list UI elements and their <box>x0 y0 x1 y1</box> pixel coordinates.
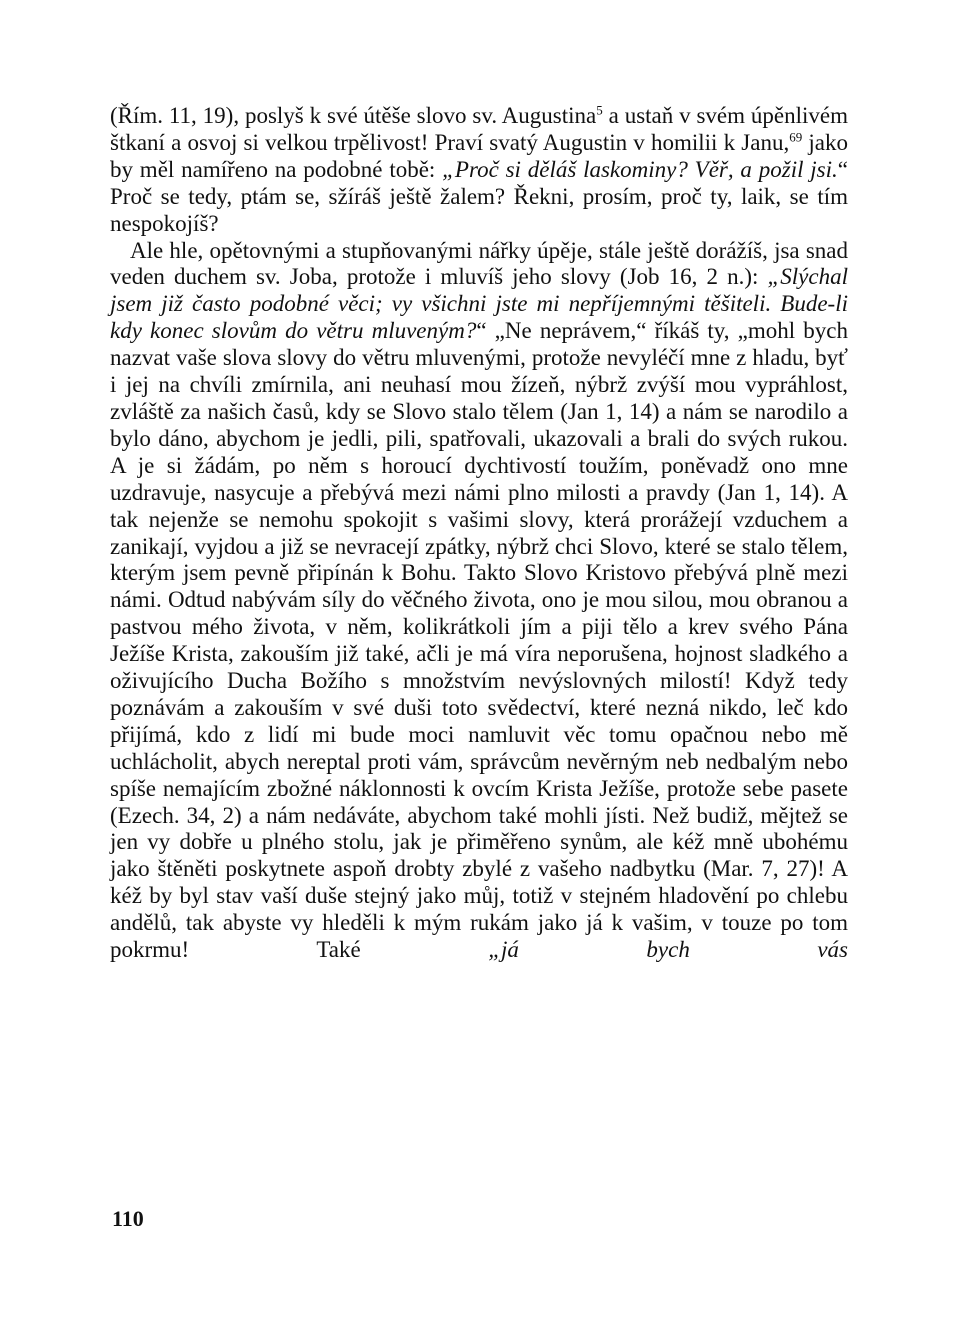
text-run: (Řím. 11, 19), poslyš k své útěše slovo sv. Augustina <box>110 103 597 128</box>
text-run: “ „Ne neprávem,“ říkáš ty, „mohl bych nazvat vaše slova slovy do větru mluvenými, protože nevyléčí mne z hladu, byť i jej na chvíli zmírnila, ani neuhasí mou žízeň, nýbrž zvýší mou vypráhlost, zvláště za našich časů, kdy se Slovo stalo tělem (Jan 1, 14) a nám se narodilo a bylo dáno, abychom je jedli, pili, spatřovali, ukazovali a brali do svých rukou. A je si žádám, po něm s horoucí dychtivostí toužím, poněvadž ono mne uzdravuje, nasycuje a přebývá mezi námi plno milosti a pravdy (Jan 1, 14). A tak nejenže se nemohu spokojit s vašimi slovy, která prorážejí vzduchem a zanikají, vyjdou a již se nevracejí zpátky, nýbrž chci Slovo, které se stalo tělem, kterým jsem pevně připínán k Bohu. Takto Slovo Kristovo přebývá plně mezi námi. Odtud nabývám síly do věčného života, ono je mou silou, mou obranou a pastvou mého života, v něm, kolikrátkoli jím a piji tělo a krev svého Pána Ježíše Krista, zakouším již také, ačli je má víra neporušena, hojnost sladkého a oživujícího Ducha Božího s množstvím nevýslovných milostí! Když tedy poznávám a zakouším v své duši toto svědectví, které nezná nikdo, leč kdo přijímá, kdo z lidí mi bude moci namluvit věc tomu opačnou nebo mě uchlácholit, abych nereptal proti vám, správcům nevěrným neb nedbalým nebo spíše nemajícím zbožné náklonnosti k ovcím Krista Ježíše, protože sebe pasete (Ezech. 34, 2) a nám nedáváte, abychom také mohli jísti. Než budiž, mějtež se jen vy dobře u plného stolu, jak je přiměřeno synům, ale kéž mně ubohému jako štěněti poskytnete aspoň drobty zbylé z vašeho nadbytku (Mar. 7, 27)! A kéž by byl stav vaší duše stejný jako můj, totiž v stejném hladovění po chlebu andělů, tak abyste vy hleděli k mým rukám jako já k vašim, v touze po tom pokrmu! Také <box>110 318 848 963</box>
text-run: Ale hle, opětovnými a stupňovanými nářky úpěje, stále ještě dorážíš, jsa snad veden duchem sv. Joba, protože i mluvíš jeho slovy (Job 16, 2 n.): <box>110 237 848 290</box>
footnote-ref: 69 <box>789 129 803 145</box>
italic-quote: „já bych vás <box>488 937 848 963</box>
paragraph-1 <box>110 103 848 238</box>
text-run: a ustaň v svém úpěnlivém štkaní a osvoj si velkou trpělivost! Praví svatý Augustin v homilii k Janu, <box>110 103 848 155</box>
body-text <box>110 103 848 964</box>
page-number: 110 <box>112 1206 144 1231</box>
paragraph-2 <box>110 238 848 964</box>
italic-quote: „Proč si děláš laskominy? Věř, a požil jsi. <box>442 156 838 182</box>
text-run: jako by měl namířeno na podobné tobě: <box>110 129 849 182</box>
text-run: “ Proč se tedy, ptám se, sžíráš ještě žalem? Řekni, prosím, proč ty, laik, se tím nespokojíš? <box>110 156 848 236</box>
italic-quote: „Slýchal jsem již často podobné věci; vy všichni jste mi nepříjemnými těšiteli. Bude-li kdy konec slovům do větru mluveným? <box>110 264 848 344</box>
footnote-ref: 5 <box>596 102 603 118</box>
